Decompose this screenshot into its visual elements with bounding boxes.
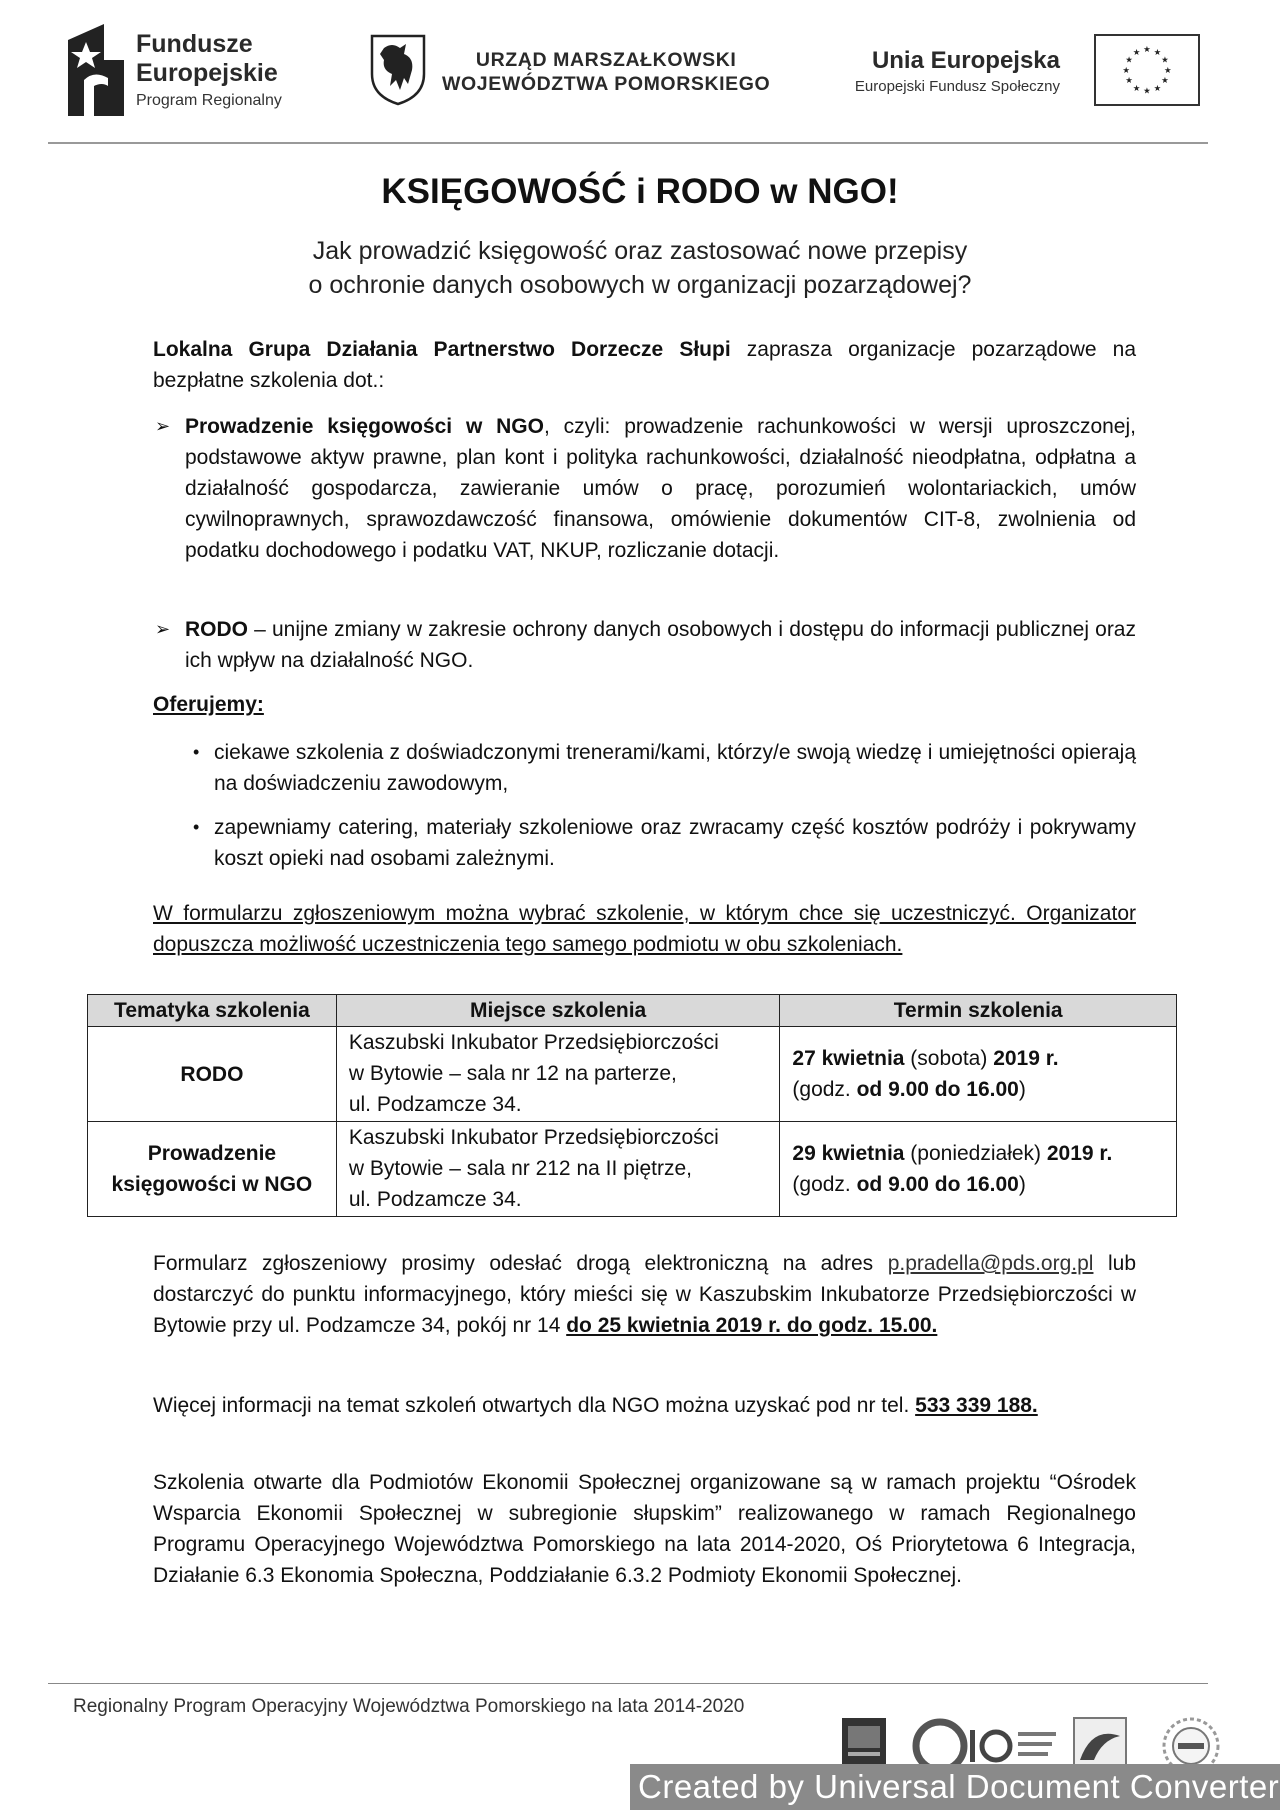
header-divider bbox=[48, 142, 1208, 144]
subtitle-line1: Jak prowadzić księgowość oraz zastosować nowe przepisy bbox=[312, 237, 968, 265]
email-link[interactable]: p.pradella@pds.org.pl bbox=[887, 1252, 1094, 1275]
cell-topic: RODO bbox=[88, 1027, 337, 1122]
svg-text:★: ★ bbox=[1132, 47, 1141, 58]
svg-text:★: ★ bbox=[1163, 65, 1172, 76]
hours-value: od 9.00 do 16.00 bbox=[856, 1173, 1019, 1196]
date-value: 29 kwietnia bbox=[792, 1142, 905, 1165]
deadline: do 25 kwietnia 2019 r. do godz. 15.00. bbox=[566, 1314, 938, 1337]
topic-accounting-name: Prowadzenie księgowości w NGO bbox=[185, 415, 544, 438]
cell-place bbox=[336, 1027, 780, 1122]
fe-logo-line2: Europejskie bbox=[136, 59, 278, 87]
urzad-marszalkowski-logo bbox=[370, 34, 790, 106]
form-info-paragraph bbox=[153, 1248, 1136, 1341]
svg-text:★: ★ bbox=[1161, 55, 1169, 66]
eu-flag-icon bbox=[1094, 34, 1200, 106]
weekday: (sobota) bbox=[904, 1047, 994, 1070]
svg-text:★: ★ bbox=[1153, 83, 1162, 94]
date-value: 27 kwietnia bbox=[792, 1047, 905, 1070]
registration-notice: W formularzu zgłoszeniowym można wybrać szkolenie, w którym chce się uczestniczyć. Organizator dopuszcza możliwość uczestniczenia tego samego podmiotu w obu szkoleniach. bbox=[153, 902, 1136, 956]
fe-logo-line1: Fundusze bbox=[136, 30, 253, 58]
place-line: w Bytowie – sala nr 12 na parterze, bbox=[348, 1062, 677, 1085]
cell-date bbox=[780, 1027, 1177, 1122]
form-info-text1: Formularz zgłoszeniowy prosimy odesłać drogą elektroniczną na adres bbox=[153, 1252, 888, 1275]
topic-accounting-desc: , czyli: prowadzenie rachunkowości w wersji uproszczonej, podstawowe aktyw prawne, plan kont i polityka rachunkowości, działalność nieodpłatna, odpłatna a działalność gospodarcza, zawieranie umów o pracę, porozumień wolontariackich, umów cywilnoprawnych, sprawozdawczość finansowa, omówienie dokumentów CIT-8, zwolnienia od podatku dochodowego i podatku VAT, NKUP, rozliczanie dotacji. bbox=[185, 415, 1136, 562]
offer-item-catering-text: zapewniamy catering, materiały szkoleniowe oraz zwracamy część kosztów podróży i pokrywamy koszt opieki nad osobami zależnymi. bbox=[214, 816, 1136, 870]
hours-value: od 9.00 do 16.00 bbox=[856, 1078, 1019, 1101]
eu-logo-line2: Europejski Fundusz Społeczny bbox=[854, 78, 1060, 95]
page-subtitle bbox=[0, 234, 1280, 302]
cell-place bbox=[336, 1122, 780, 1217]
offer-item-catering bbox=[183, 812, 1136, 874]
unia-europejska-logo bbox=[820, 34, 1200, 110]
griffin-crest-icon bbox=[370, 34, 426, 106]
training-schedule-table bbox=[87, 994, 1177, 1217]
phone-number: 533 339 188. bbox=[915, 1394, 1038, 1417]
um-logo-line2: WOJEWÓDZTWA POMORSKIEGO bbox=[442, 73, 771, 95]
offer-item-trainers-text: ciekawe szkolenia z doświadczonymi trenerami/kami, którzy/e swoją wiedzę i umiejętności opierają na doświadczeniu zawodowym, bbox=[214, 741, 1136, 795]
topic-rodo-text bbox=[185, 614, 1136, 676]
organizer-name: Lokalna Grupa Działania Partnerstwo Dorzecze Słupi bbox=[153, 338, 731, 361]
svg-text:★: ★ bbox=[1125, 55, 1133, 66]
um-logo-line1: URZĄD MARSZAŁKOWSKI bbox=[475, 49, 737, 71]
svg-text:★: ★ bbox=[1122, 65, 1131, 76]
place-line: ul. Podzamcze 34. bbox=[348, 1188, 522, 1211]
column-header-topic: Tematyka szkolenia bbox=[88, 995, 337, 1027]
hours-prefix: (godz. bbox=[792, 1078, 857, 1101]
svg-text:★: ★ bbox=[1153, 47, 1162, 58]
place-line: w Bytowie – sala nr 212 na II piętrze, bbox=[348, 1157, 693, 1180]
page-title: KSIĘGOWOŚĆ i RODO w NGO! bbox=[381, 172, 899, 211]
dot-bullet-icon: • bbox=[193, 742, 200, 762]
table-header-row bbox=[88, 995, 1177, 1027]
svg-text:★: ★ bbox=[1132, 83, 1141, 94]
cell-topic: Prowadzenie księgowości w NGO bbox=[88, 1122, 337, 1217]
year-value: 2019 r. bbox=[1046, 1142, 1113, 1165]
offer-heading bbox=[153, 693, 1136, 717]
topic-item-accounting bbox=[153, 411, 1136, 566]
fundusze-europejskie-logo bbox=[64, 20, 314, 120]
fe-star-icon bbox=[64, 20, 124, 120]
column-header-place: Miejsce szkolenia bbox=[336, 995, 780, 1027]
topic-accounting-text bbox=[185, 411, 1136, 566]
weekday: (poniedziałek) bbox=[904, 1142, 1047, 1165]
hours-suffix: ) bbox=[1018, 1078, 1026, 1101]
arrow-bullet-icon: ➢ bbox=[155, 416, 171, 436]
watermark-banner: Created by Universal Document Converter bbox=[630, 1764, 1280, 1810]
svg-text:★: ★ bbox=[1125, 76, 1133, 87]
topic-rodo-name: RODO bbox=[185, 618, 248, 641]
footer-divider bbox=[48, 1683, 1208, 1684]
svg-text:★: ★ bbox=[1143, 86, 1151, 97]
hours-suffix: ) bbox=[1018, 1173, 1026, 1196]
header-logos bbox=[0, 0, 1280, 140]
fe-logo-line3: Program Regionalny bbox=[136, 92, 282, 109]
topic-item-rodo bbox=[153, 614, 1136, 676]
column-header-date: Termin szkolenia bbox=[780, 995, 1177, 1027]
subtitle-line2: o ochronie danych osobowych w organizacji pozarządowej? bbox=[308, 271, 972, 299]
table-row bbox=[88, 1122, 1177, 1217]
cell-date bbox=[780, 1122, 1177, 1217]
svg-text:★: ★ bbox=[1161, 76, 1169, 87]
project-info-paragraph: Szkolenia otwarte dla Podmiotów Ekonomii Społecznej organizowane są w ramach projektu “Ośrodek Wsparcia Ekonomii Społecznej w subregionie słupskim” realizowanego w ramach Regionalnego Programu Operacyjnego Województwa Pomorskiego na lata 2014-2020, Oś Priorytetowa 6 Integracja, Działanie 6.3 Ekonomia Społeczna, Poddziałanie 6.3.2 Podmioty Ekonomii Społecznej. bbox=[153, 1471, 1136, 1587]
arrow-bullet-icon: ➢ bbox=[155, 619, 171, 639]
place-line: Kaszubski Inkubator Przedsiębiorczości bbox=[348, 1031, 719, 1054]
contact-paragraph bbox=[153, 1390, 1136, 1421]
svg-text:★: ★ bbox=[1143, 45, 1151, 56]
hours-prefix: (godz. bbox=[792, 1173, 857, 1196]
eu-logo-line1: Unia Europejska bbox=[871, 47, 1060, 74]
table-row bbox=[88, 1027, 1177, 1122]
offer-heading-text: Oferujemy: bbox=[153, 693, 264, 716]
intro-text: zaprasza organizacje pozarządowe na bezpłatne szkolenia dot.: bbox=[153, 338, 1137, 392]
topic-rodo-desc: – unijne zmiany w zakresie ochrony danych osobowych i dostępu do informacji publicznej oraz ich wpływ na działalność NGO. bbox=[185, 618, 1136, 672]
year-value: 2019 r. bbox=[993, 1047, 1059, 1070]
dot-bullet-icon: • bbox=[193, 817, 200, 837]
contact-text: Więcej informacji na temat szkoleń otwartych dla NGO można uzyskać pod nr tel. bbox=[153, 1394, 916, 1417]
place-line: ul. Podzamcze 34. bbox=[348, 1093, 522, 1116]
form-info-text2: lub dostarczyć do punktu informacyjnego, który mieści się w Kaszubskim Inkubatorze Przedsiębiorczości w Bytowie przy ul. Podzamcze 34, pokój nr 14 bbox=[153, 1252, 1136, 1337]
footer-program-text: Regionalny Program Operacyjny Województwa Pomorskiego na lata 2014-2020 bbox=[73, 1696, 745, 1717]
offer-item-trainers bbox=[183, 737, 1136, 799]
intro-paragraph bbox=[153, 334, 1136, 396]
place-line: Kaszubski Inkubator Przedsiębiorczości bbox=[348, 1126, 719, 1149]
